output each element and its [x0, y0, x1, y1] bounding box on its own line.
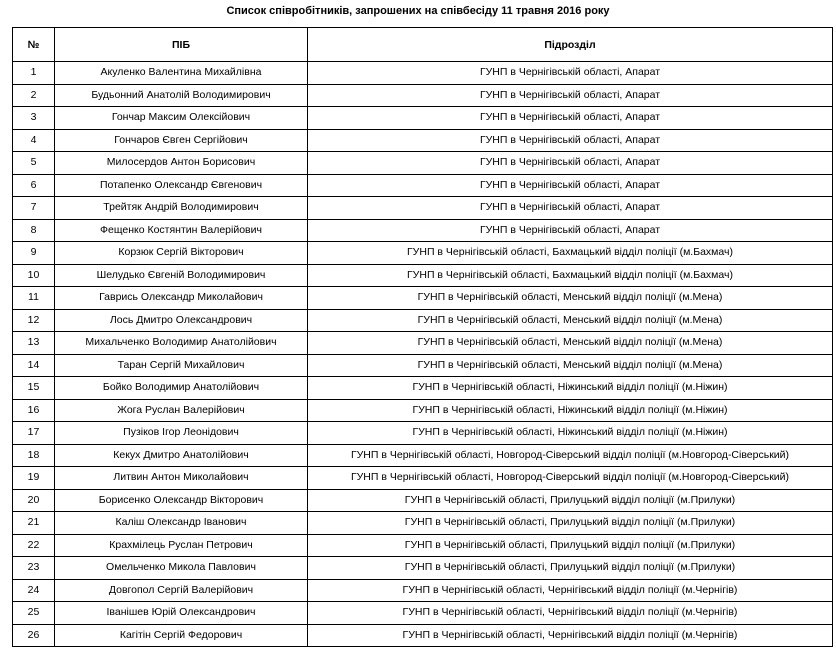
- table-row: [13, 579, 833, 602]
- row-number: 20: [13, 489, 55, 512]
- department: ГУНП в Чернігівській області, Бахмацький відділ поліції (м.Бахмач): [308, 242, 833, 265]
- row-number: 16: [13, 399, 55, 422]
- employee-name: Гончар Максим Олексійович: [55, 107, 308, 130]
- table-row: [13, 264, 833, 287]
- employee-name: Крахмілець Руслан Петрович: [55, 534, 308, 557]
- table-row: [13, 422, 833, 445]
- header-row: [13, 28, 833, 62]
- table-row: [13, 129, 833, 152]
- table-row: [13, 512, 833, 535]
- department: ГУНП в Чернігівській області, Менський відділ поліції (м.Мена): [308, 332, 833, 355]
- row-number: 4: [13, 129, 55, 152]
- row-number: 21: [13, 512, 55, 535]
- table-row: [13, 467, 833, 490]
- table-row: [13, 354, 833, 377]
- staff-table: [12, 27, 833, 647]
- row-number: 10: [13, 264, 55, 287]
- department: ГУНП в Чернігівській області, Апарат: [308, 84, 833, 107]
- department: ГУНП в Чернігівській області, Ніжинський відділ поліції (м.Ніжин): [308, 422, 833, 445]
- table-row: [13, 602, 833, 625]
- department: ГУНП в Чернігівській області, Ніжинський відділ поліції (м.Ніжин): [308, 377, 833, 400]
- table-row: [13, 444, 833, 467]
- employee-name: Каліш Олександр Іванович: [55, 512, 308, 535]
- row-number: 18: [13, 444, 55, 467]
- row-number: 6: [13, 174, 55, 197]
- employee-name: Михальченко Володимир Анатолійович: [55, 332, 308, 355]
- header-department: Підрозділ: [308, 28, 833, 62]
- table-row: [13, 107, 833, 130]
- table-row: [13, 534, 833, 557]
- table-row: [13, 152, 833, 175]
- table-row: [13, 624, 833, 647]
- department: ГУНП в Чернігівській області, Менський відділ поліції (м.Мена): [308, 354, 833, 377]
- employee-name: Таран Сергій Михайлович: [55, 354, 308, 377]
- department: ГУНП в Чернігівській області, Новгород-Сіверський відділ поліції (м.Новгород-Сіверський): [308, 467, 833, 490]
- table-row: [13, 174, 833, 197]
- department: ГУНП в Чернігівській області, Прилуцький відділ поліції (м.Прилуки): [308, 557, 833, 580]
- employee-name: Фещенко Костянтин Валерійович: [55, 219, 308, 242]
- department: ГУНП в Чернігівській області, Чернігівський відділ поліції (м.Чернігів): [308, 602, 833, 625]
- department: ГУНП в Чернігівській області, Апарат: [308, 197, 833, 220]
- department: ГУНП в Чернігівській області, Апарат: [308, 129, 833, 152]
- employee-name: Довгопол Сергій Валерійович: [55, 579, 308, 602]
- employee-name: Борисенко Олександр Вікторович: [55, 489, 308, 512]
- table-row: [13, 242, 833, 265]
- department: ГУНП в Чернігівській області, Бахмацький відділ поліції (м.Бахмач): [308, 264, 833, 287]
- row-number: 26: [13, 624, 55, 647]
- employee-name: Корзюк Сергій Вікторович: [55, 242, 308, 265]
- employee-name: Милосердов Антон Борисович: [55, 152, 308, 175]
- employee-name: Потапенко Олександр Євгенович: [55, 174, 308, 197]
- department: ГУНП в Чернігівській області, Чернігівський відділ поліції (м.Чернігів): [308, 579, 833, 602]
- employee-name: Пузіков Ігор Леонідович: [55, 422, 308, 445]
- employee-name: Жога Руслан Валерійович: [55, 399, 308, 422]
- row-number: 23: [13, 557, 55, 580]
- row-number: 8: [13, 219, 55, 242]
- department: ГУНП в Чернігівській області, Чернігівський відділ поліції (м.Чернігів): [308, 624, 833, 647]
- table-header: [13, 28, 833, 62]
- header-full-name: ПІБ: [55, 28, 308, 62]
- row-number: 14: [13, 354, 55, 377]
- row-number: 17: [13, 422, 55, 445]
- row-number: 9: [13, 242, 55, 265]
- row-number: 12: [13, 309, 55, 332]
- table-row: [13, 197, 833, 220]
- department: ГУНП в Чернігівській області, Апарат: [308, 62, 833, 85]
- row-number: 3: [13, 107, 55, 130]
- department: ГУНП в Чернігівській області, Ніжинський відділ поліції (м.Ніжин): [308, 399, 833, 422]
- row-number: 25: [13, 602, 55, 625]
- employee-name: Трейтяк Андрій Володимирович: [55, 197, 308, 220]
- department: ГУНП в Чернігівській області, Апарат: [308, 152, 833, 175]
- employee-name: Кекух Дмитро Анатолійович: [55, 444, 308, 467]
- table-row: [13, 287, 833, 310]
- row-number: 11: [13, 287, 55, 310]
- department: ГУНП в Чернігівській області, Апарат: [308, 174, 833, 197]
- row-number: 2: [13, 84, 55, 107]
- row-number: 22: [13, 534, 55, 557]
- table-row: [13, 557, 833, 580]
- employee-name: Акуленко Валентина Михайлівна: [55, 62, 308, 85]
- department: ГУНП в Чернігівській області, Менський відділ поліції (м.Мена): [308, 287, 833, 310]
- row-number: 7: [13, 197, 55, 220]
- employee-name: Іванішев Юрій Олександрович: [55, 602, 308, 625]
- employee-name: Омельченко Микола Павлович: [55, 557, 308, 580]
- employee-name: Шелудько Євгеній Володимирович: [55, 264, 308, 287]
- row-number: 24: [13, 579, 55, 602]
- department: ГУНП в Чернігівській області, Прилуцький відділ поліції (м.Прилуки): [308, 489, 833, 512]
- employee-name: Гаврись Олександр Миколайович: [55, 287, 308, 310]
- department: ГУНП в Чернігівській області, Новгород-Сіверський відділ поліції (м.Новгород-Сіверський): [308, 444, 833, 467]
- table-row: [13, 62, 833, 85]
- table-row: [13, 332, 833, 355]
- department: ГУНП в Чернігівській області, Прилуцький відділ поліції (м.Прилуки): [308, 534, 833, 557]
- row-number: 5: [13, 152, 55, 175]
- row-number: 1: [13, 62, 55, 85]
- table-row: [13, 309, 833, 332]
- document-title: Список співробітників, запрошених на співбесіду 11 травня 2016 року: [226, 5, 610, 17]
- table-body: [13, 62, 833, 647]
- employee-name: Кагітін Сергій Федорович: [55, 624, 308, 647]
- row-number: 15: [13, 377, 55, 400]
- department: ГУНП в Чернігівській області, Менський відділ поліції (м.Мена): [308, 309, 833, 332]
- table-row: [13, 219, 833, 242]
- table-row: [13, 489, 833, 512]
- table-row: [13, 399, 833, 422]
- header-number: №: [13, 28, 55, 62]
- row-number: 19: [13, 467, 55, 490]
- table-row: [13, 377, 833, 400]
- table-row: [13, 84, 833, 107]
- row-number: 13: [13, 332, 55, 355]
- employee-name: Лось Дмитро Олександрович: [55, 309, 308, 332]
- department: ГУНП в Чернігівській області, Апарат: [308, 107, 833, 130]
- department: ГУНП в Чернігівській області, Прилуцький відділ поліції (м.Прилуки): [308, 512, 833, 535]
- department: ГУНП в Чернігівській області, Апарат: [308, 219, 833, 242]
- employee-name: Гончаров Євген Сергійович: [55, 129, 308, 152]
- employee-name: Бойко Володимир Анатолійович: [55, 377, 308, 400]
- employee-name: Будьонний Анатолій Володимирович: [55, 84, 308, 107]
- employee-name: Литвин Антон Миколайович: [55, 467, 308, 490]
